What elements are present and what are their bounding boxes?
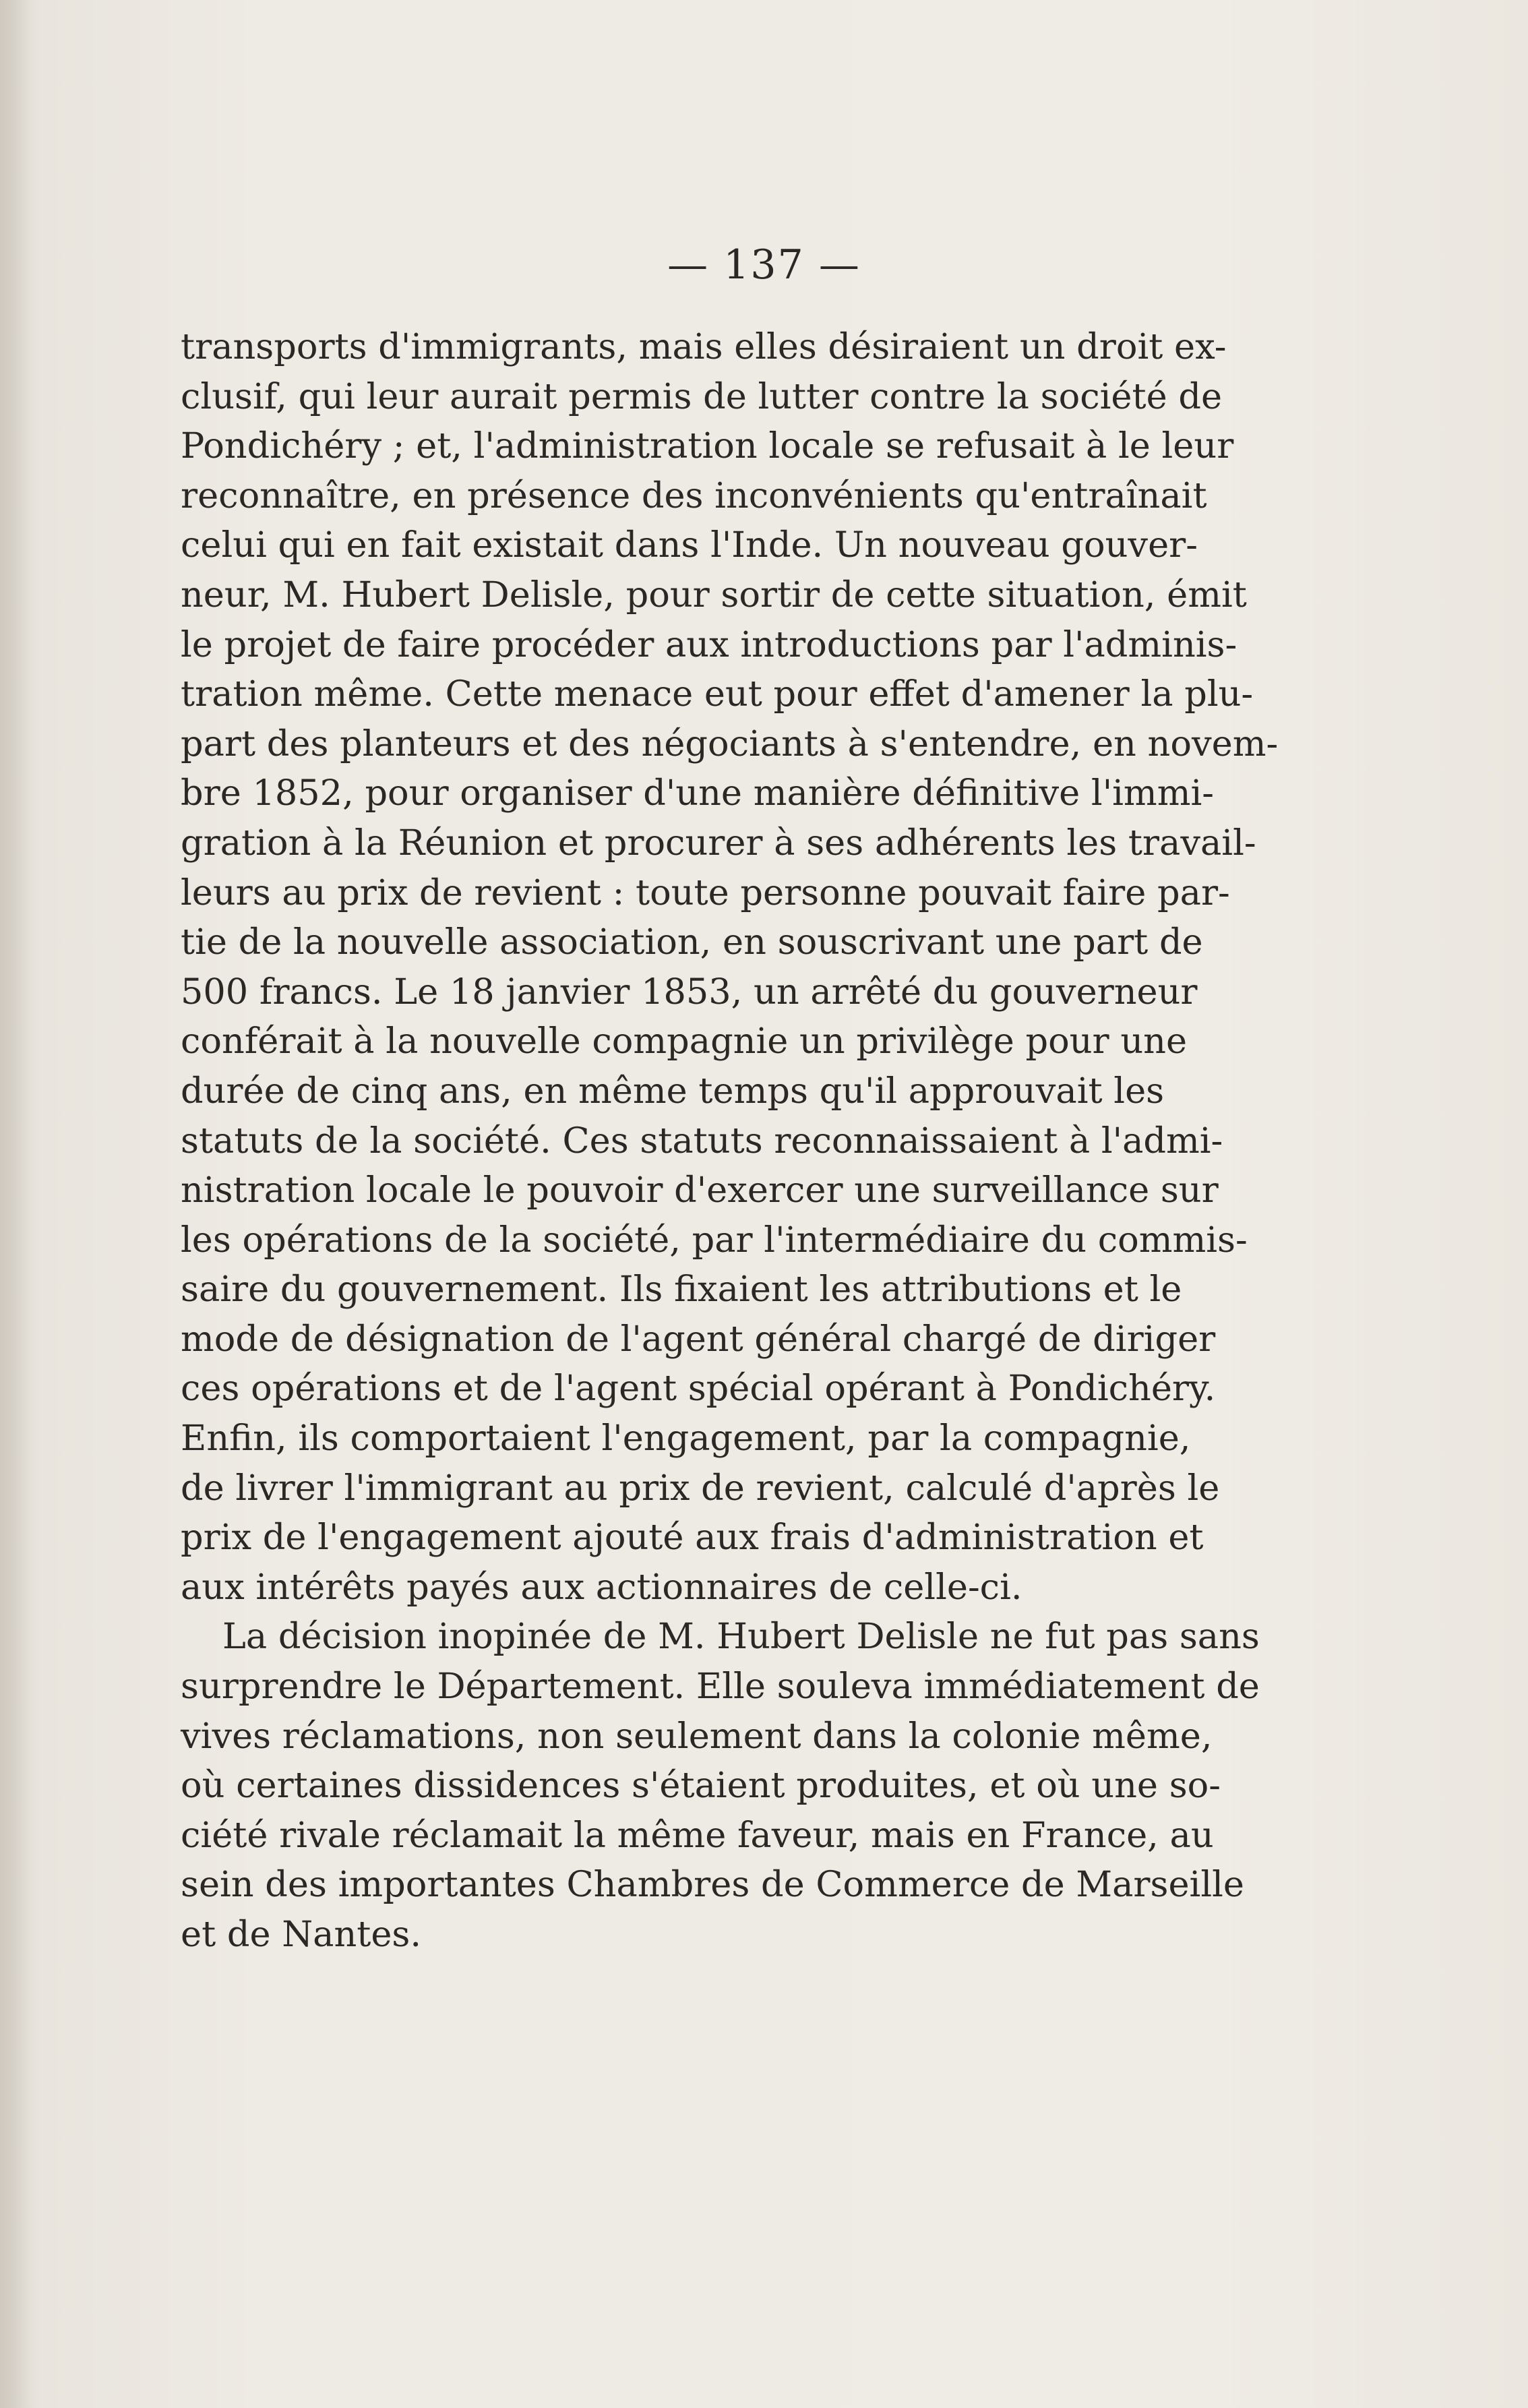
text-line: reconnaître, en présence des inconvénients qu'entraînait: [181, 475, 1207, 516]
text-line: bre 1852, pour organiser d'une manière définitive l'immi-: [181, 773, 1215, 814]
text-line: aux intérêts payés aux actionnaires de celle-ci.: [181, 1566, 1022, 1608]
text-line: part des planteurs et des négociants à s'entendre, en novem-: [181, 723, 1279, 764]
text-line: transports d'immigrants, mais elles désiraient un droit ex-: [181, 326, 1227, 367]
text-line: où certaines dissidences s'étaient produites, et où une so-: [181, 1765, 1221, 1807]
text-line: clusif, qui leur aurait permis de lutter contre la société de: [181, 375, 1223, 417]
page-number: — 137 —: [667, 241, 861, 289]
text-line: Pondichéry ; et, l'administration locale se refusait à le leur: [181, 425, 1234, 467]
text-line: ciété rivale réclamait la même faveur, mais en France, au: [181, 1814, 1214, 1856]
body-text: [181, 322, 1279, 1960]
text-line: nistration locale le pouvoir d'exercer une surveillance sur: [181, 1170, 1219, 1211]
text-line: ces opérations et de l'agent spécial opérant à Pondichéry.: [181, 1368, 1216, 1410]
text-line: surprendre le Département. Elle souleva immédiatement de: [181, 1666, 1260, 1708]
text-line: leurs au prix de revient : toute personne pouvait faire par-: [181, 872, 1230, 913]
paragraph-start-line: La décision inopinée de M. Hubert Delisle ne fut pas sans: [222, 1616, 1260, 1658]
text-line: conférait à la nouvelle compagnie un privilège pour une: [181, 1021, 1188, 1062]
text-line: saire du gouvernement. Ils fixaient les attributions et le: [181, 1269, 1182, 1311]
text-line: le projet de faire procéder aux introductions par l'adminis-: [181, 624, 1237, 665]
text-line: celui qui en fait existait dans l'Inde. Un nouveau gouver-: [181, 524, 1198, 566]
text-line: tration même. Cette menace eut pour effet d'amener la plu-: [181, 673, 1254, 715]
text-line: Enfin, ils comportaient l'engagement, par la compagnie,: [181, 1418, 1191, 1459]
text-line: neur, M. Hubert Delisle, pour sortir de cette situation, émit: [181, 574, 1247, 615]
text-line: durée de cinq ans, en même temps qu'il approuvait les: [181, 1070, 1165, 1112]
text-line: de livrer l'immigrant au prix de revient, calculé d'après le: [181, 1467, 1220, 1509]
page-binding-shadow: [0, 0, 32, 2408]
text-line: gration à la Réunion et procurer à ses adhérents les travail-: [181, 822, 1256, 864]
text-line: et de Nantes.: [181, 1914, 422, 1955]
text-line: mode de désignation de l'agent général chargé de diriger: [181, 1318, 1216, 1360]
text-line: sein des importantes Chambres de Commerce de Marseille: [181, 1864, 1244, 1906]
text-line: 500 francs. Le 18 janvier 1853, un arrêté du gouverneur: [181, 971, 1198, 1013]
text-line: statuts de la société. Ces statuts reconnaissaient à l'admi-: [181, 1120, 1223, 1162]
text-line: prix de l'engagement ajouté aux frais d'administration et: [181, 1517, 1204, 1559]
text-line: vives réclamations, non seulement dans la colonie même,: [181, 1715, 1213, 1757]
text-line: les opérations de la société, par l'intermédiaire du commis-: [181, 1219, 1248, 1261]
text-line: tie de la nouvelle association, en souscrivant une part de: [181, 922, 1203, 963]
